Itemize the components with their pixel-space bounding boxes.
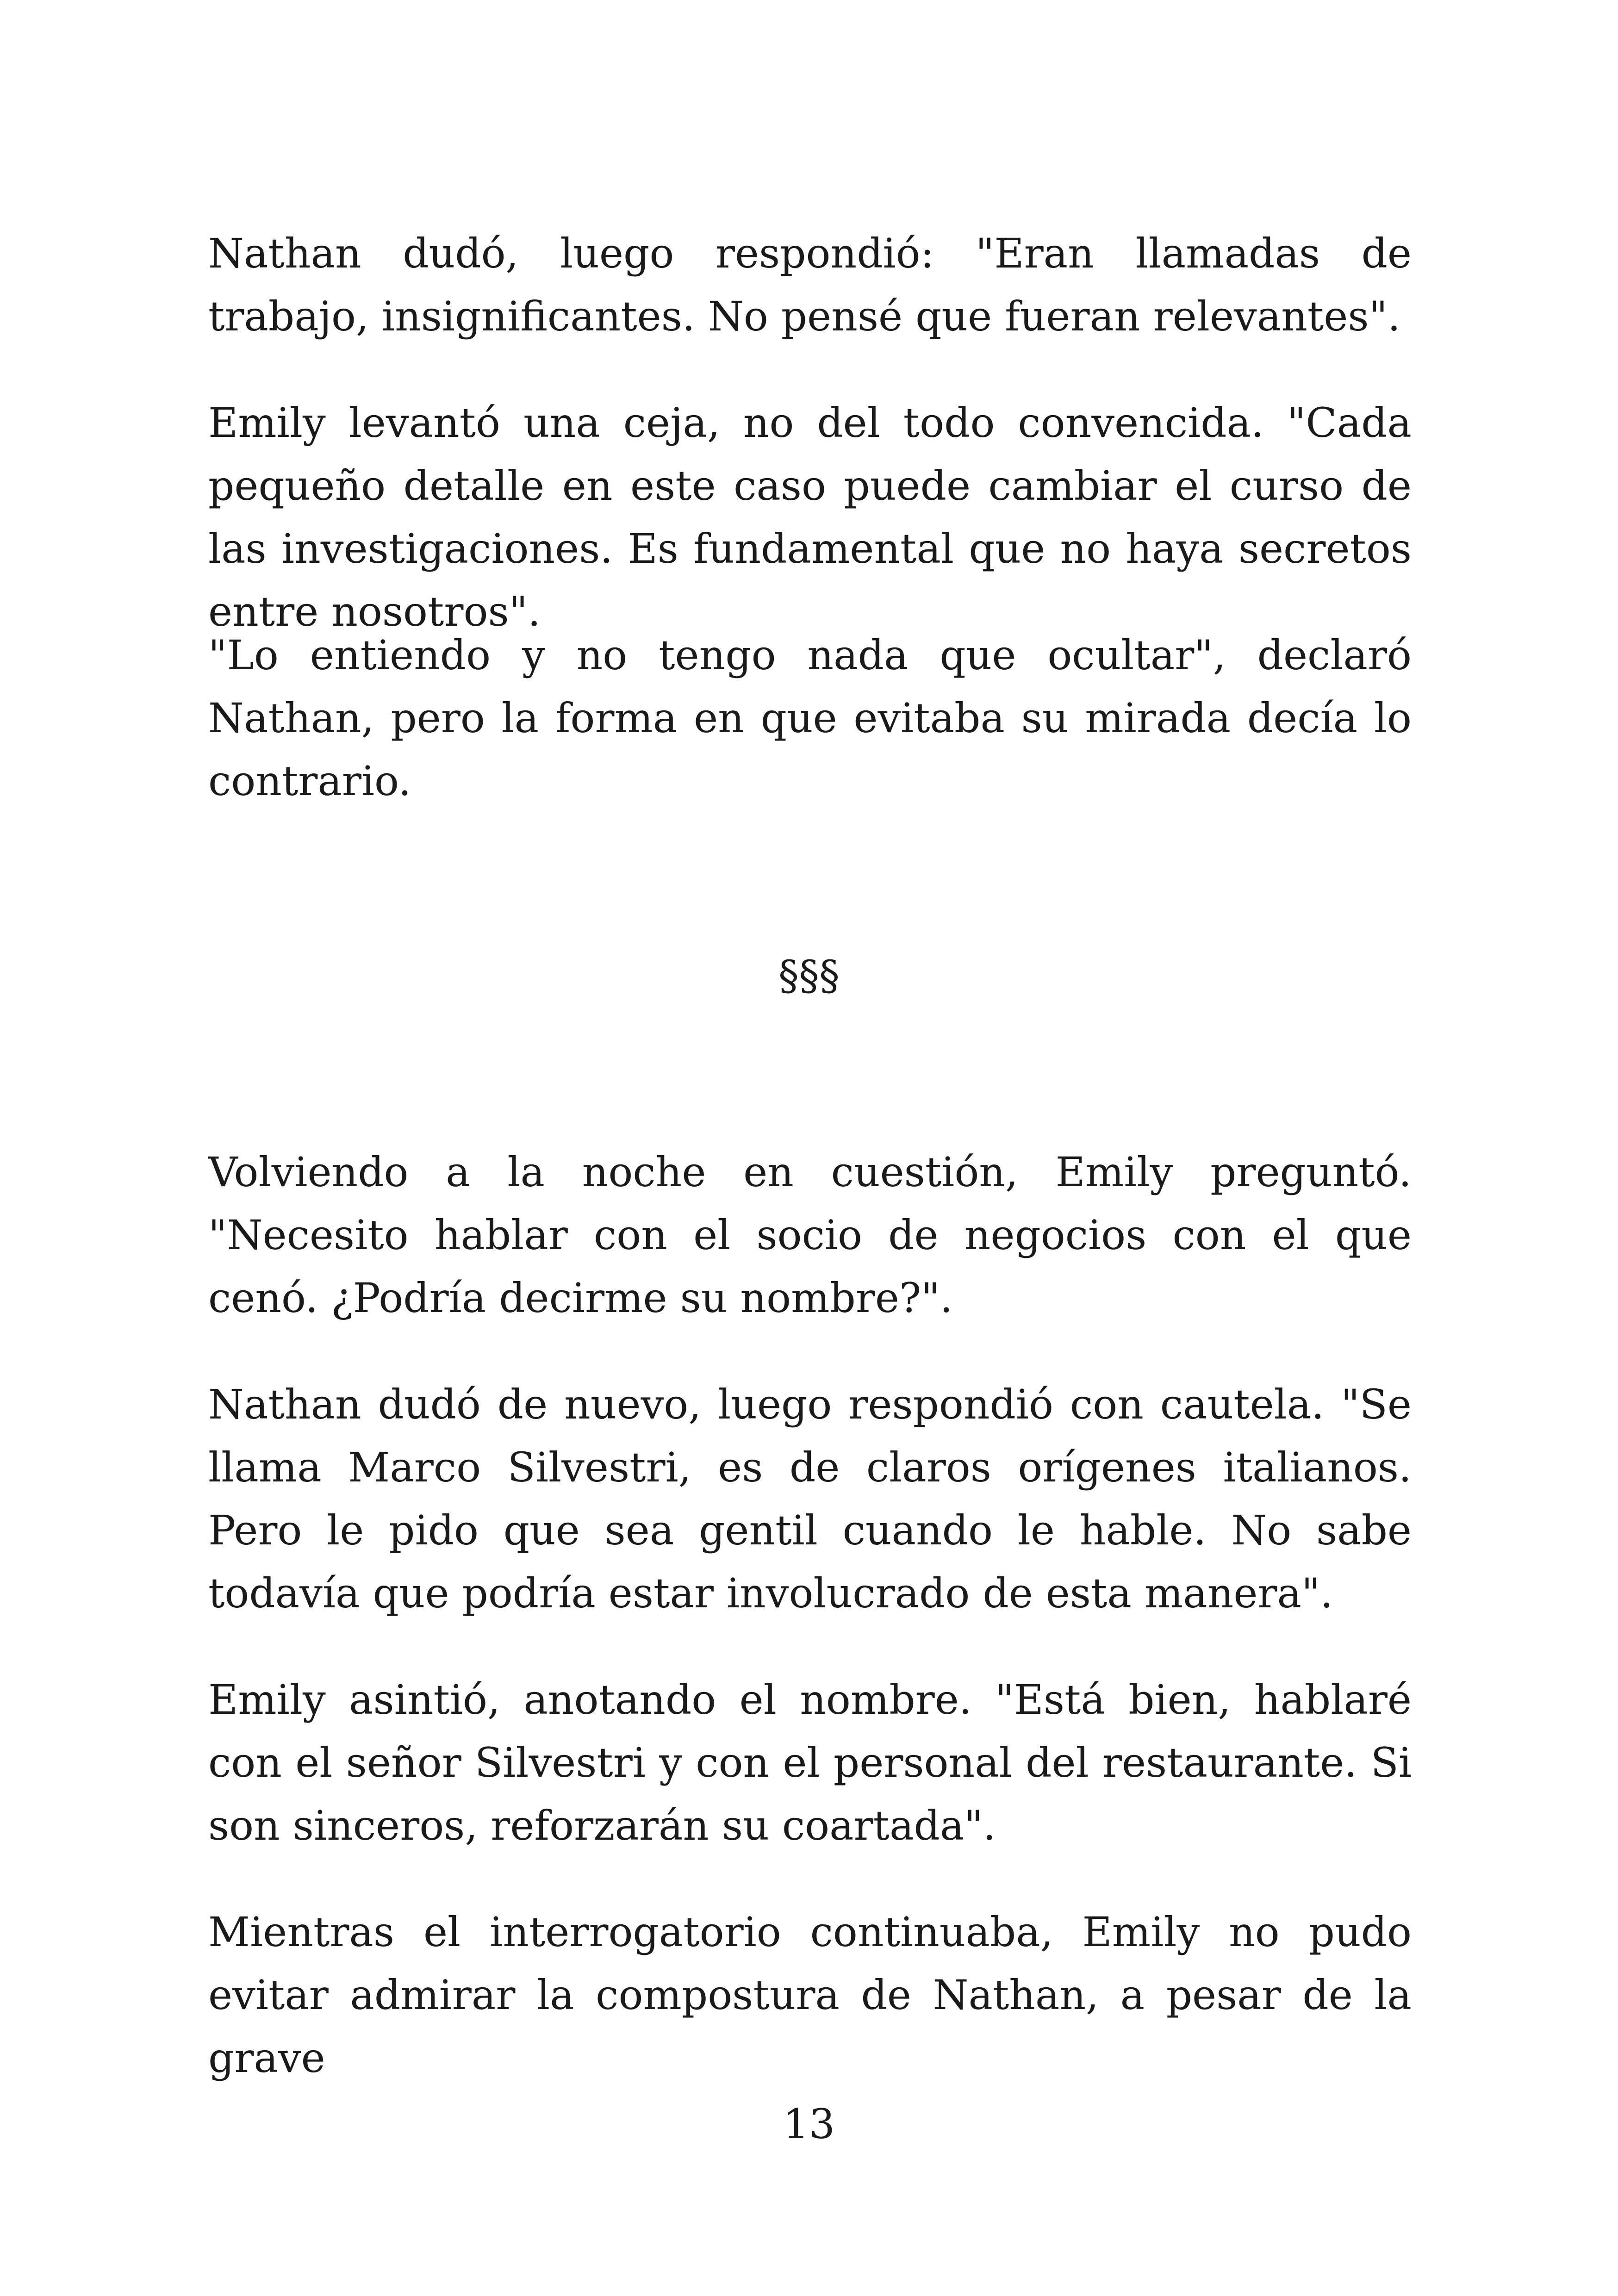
paragraph-4: Volviendo a la noche en cuestión, Emily preguntó. "Necesito hablar con el socio de negocios con el que cenó. ¿Podría decirme su nombre?". — [208, 1148, 1412, 1322]
paragraph-6: Emily asintió, anotando el nombre. "Está bien, hablaré con el señor Silvestri y con el personal del restaurante. Si son sinceros, reforzarán su coartada". — [208, 1676, 1412, 1849]
page-number: 13 — [783, 2100, 835, 2148]
paragraph-1: Nathan dudó, luego respondió: "Eran llamadas de trabajo, insignificantes. No pensé que fueran relevantes". — [208, 230, 1412, 340]
paragraph-3: "Lo entiendo y no tengo nada que ocultar", declaró Nathan, pero la forma en que evitaba su mirada decía lo contrario. — [208, 631, 1412, 805]
paragraph-7: Mientras el interrogatorio continuaba, Emily no pudo evitar admirar la compostura de Nathan, a pesar de la grave — [208, 1908, 1412, 2082]
paragraph-2: Emily levantó una ceja, no del todo convencida. "Cada pequeño detalle en este caso puede cambiar el curso de las investigaciones. Es fundamental que no haya secretos entre nosotros". — [208, 399, 1412, 635]
section-separator: §§§ — [778, 952, 840, 999]
paragraph-5: Nathan dudó de nuevo, luego respondió con cautela. "Se llama Marco Silvestri, es de claros orígenes italianos. Pero le pido que sea gentil cuando le hable. No sabe todavía que podría estar involucrado de esta manera". — [208, 1381, 1412, 1617]
